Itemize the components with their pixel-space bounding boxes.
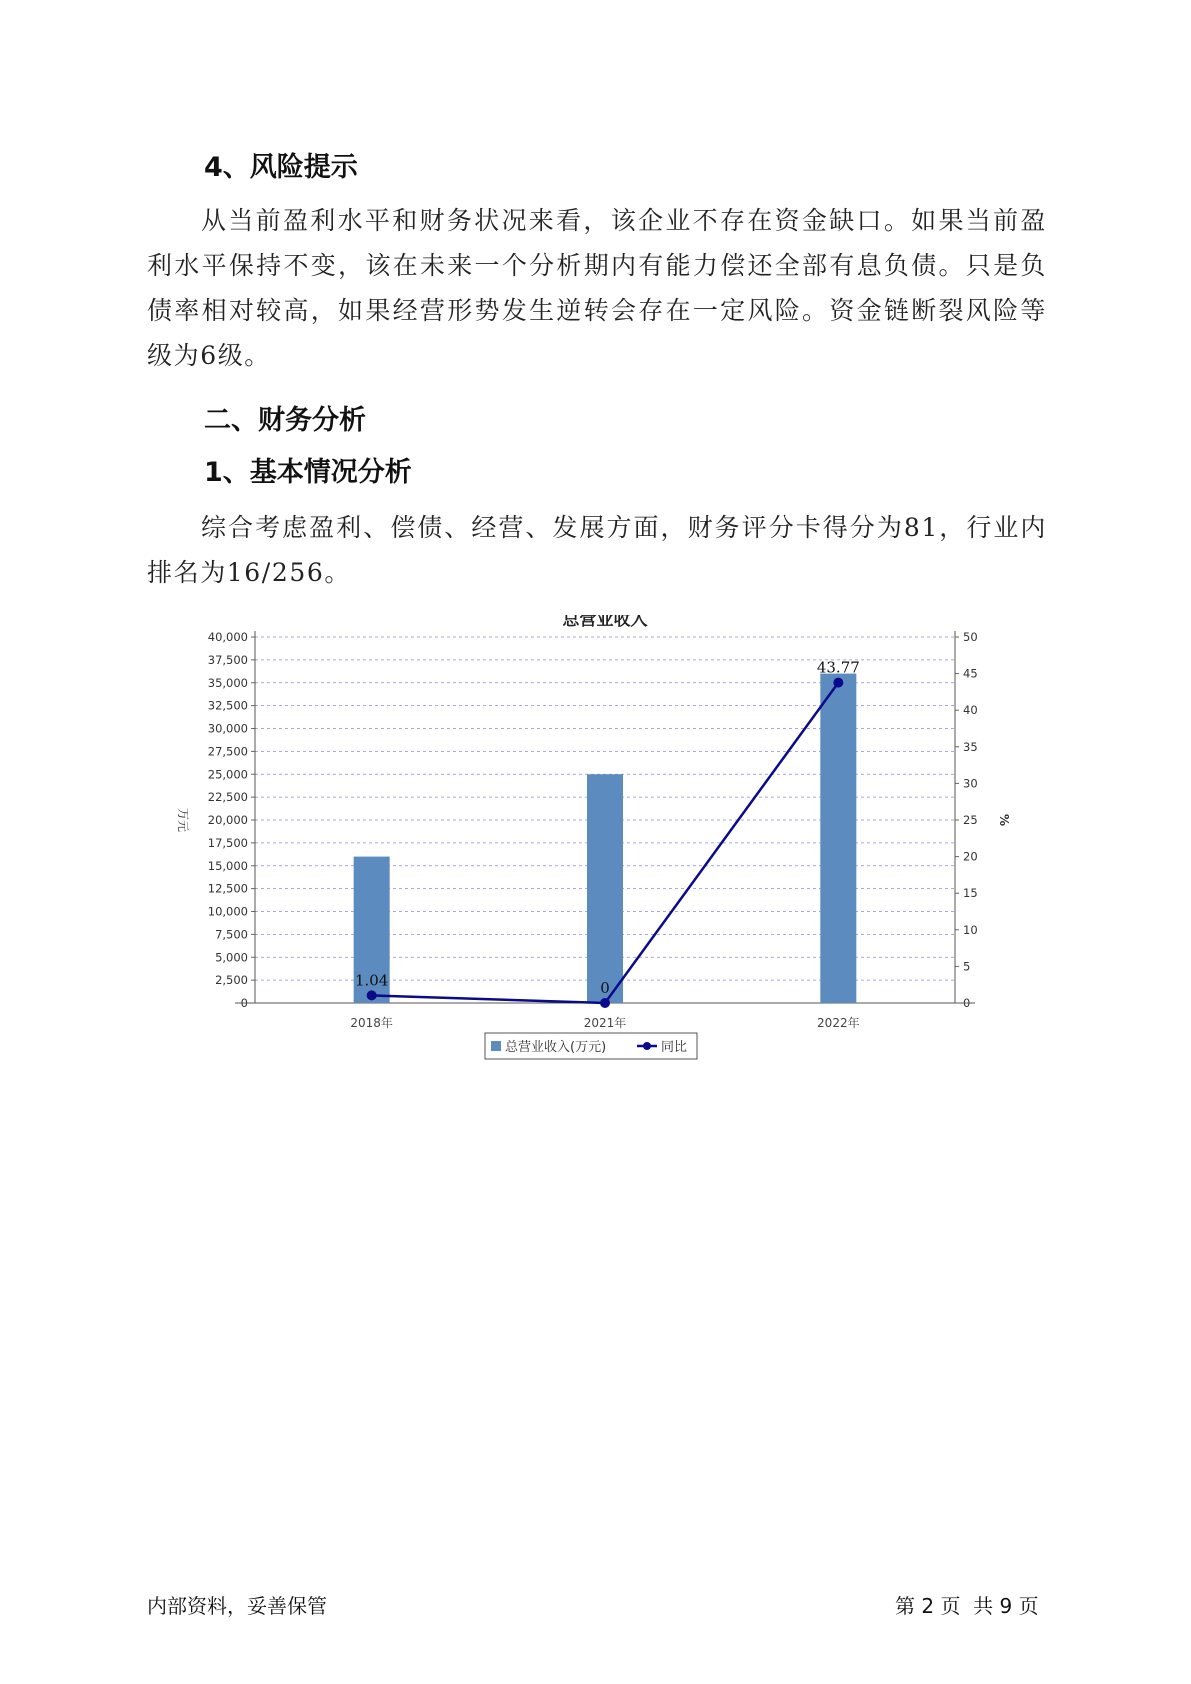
y-left-tick-label: 7,500	[215, 927, 248, 942]
y-left-tick-label: 27,500	[207, 744, 248, 759]
y-left-tick-label: 0	[240, 996, 248, 1010]
yoy-point	[600, 998, 610, 1008]
y-left-tick-label: 5,000	[215, 950, 248, 965]
risk-paragraph	[147, 198, 1047, 378]
y-left-tick-label: 35,000	[207, 675, 248, 690]
risk-text: 从当前盈利水平和财务状况来看，该企业不存在资金缺口。如果当前盈利水平保持不变，该在未来一个分析期内有能力偿还全部有息负债。只是负债率相对较高，如果经营形势发生逆转会存在一定风险。资金链断裂风险等级为6级。	[147, 206, 1047, 370]
financial-analysis-heading: 二、财务分析	[204, 405, 366, 436]
legend-swatch-revenue	[491, 1041, 501, 1051]
legend-label-revenue: 总营业收入(万元)	[505, 1040, 607, 1055]
revenue-chart-svg	[165, 615, 1025, 1085]
y-left-tick-label: 17,500	[207, 835, 248, 850]
revenue-bar	[820, 674, 856, 1003]
yoy-point	[367, 990, 377, 1000]
y-right-tick-label: 30	[963, 776, 978, 791]
yoy-point	[833, 678, 843, 688]
x-tick-label: 2021年	[583, 1016, 627, 1030]
x-tick-label: 2018年	[350, 1016, 393, 1030]
y-left-tick-label: 22,500	[207, 790, 248, 805]
basic-analysis-heading: 1、基本情况分析	[204, 457, 412, 488]
y-left-tick-label: 32,500	[207, 698, 248, 713]
y-right-tick-label: 25	[963, 813, 978, 827]
footer-left: 内部资料，妥善保管	[147, 1594, 327, 1618]
yoy-data-label: 43.77	[816, 658, 860, 677]
basic-text: 综合考虑盈利、偿债、经营、发展方面，财务评分卡得分为81，行业内排名为16/256。	[147, 513, 1047, 587]
y-left-tick-label: 30,000	[207, 721, 248, 736]
y-left-tick-label: 10,000	[207, 904, 248, 919]
y-right-axis-label: %	[997, 813, 1011, 827]
yoy-data-label: 0	[600, 979, 610, 997]
y-right-tick-label: 50	[963, 630, 978, 644]
y-right-tick-label: 20	[963, 849, 978, 864]
legend-marker-yoy	[643, 1042, 651, 1050]
y-left-tick-label: 2,500	[215, 973, 248, 988]
y-left-tick-label: 15,000	[207, 858, 248, 873]
y-left-tick-label: 20,000	[207, 813, 248, 827]
chart-title: 总营业收入	[562, 615, 648, 630]
legend-label-yoy: 同比	[661, 1040, 688, 1055]
y-left-tick-label: 37,500	[207, 652, 248, 667]
footer-page-number: 第 2 页 共 9 页	[895, 1594, 1039, 1618]
y-left-tick-label: 12,500	[207, 881, 248, 896]
revenue-bar	[587, 774, 623, 1003]
y-right-tick-label: 10	[963, 922, 978, 937]
y-right-tick-label: 35	[963, 739, 978, 754]
revenue-chart	[165, 615, 1025, 1085]
y-right-tick-label: 40	[963, 703, 978, 718]
x-tick-label: 2022年	[817, 1016, 860, 1030]
y-left-tick-label: 25,000	[207, 767, 248, 782]
y-left-tick-label: 40,000	[207, 630, 248, 644]
yoy-data-label: 1.04	[354, 971, 389, 990]
risk-heading: 4、风险提示	[204, 152, 358, 183]
y-left-axis-label: 万元	[176, 807, 190, 833]
basic-paragraph	[147, 505, 1047, 595]
y-right-tick-label: 5	[963, 959, 971, 974]
y-right-tick-label: 15	[963, 886, 978, 901]
y-right-tick-label: 0	[963, 996, 971, 1010]
y-right-tick-label: 45	[963, 666, 978, 681]
